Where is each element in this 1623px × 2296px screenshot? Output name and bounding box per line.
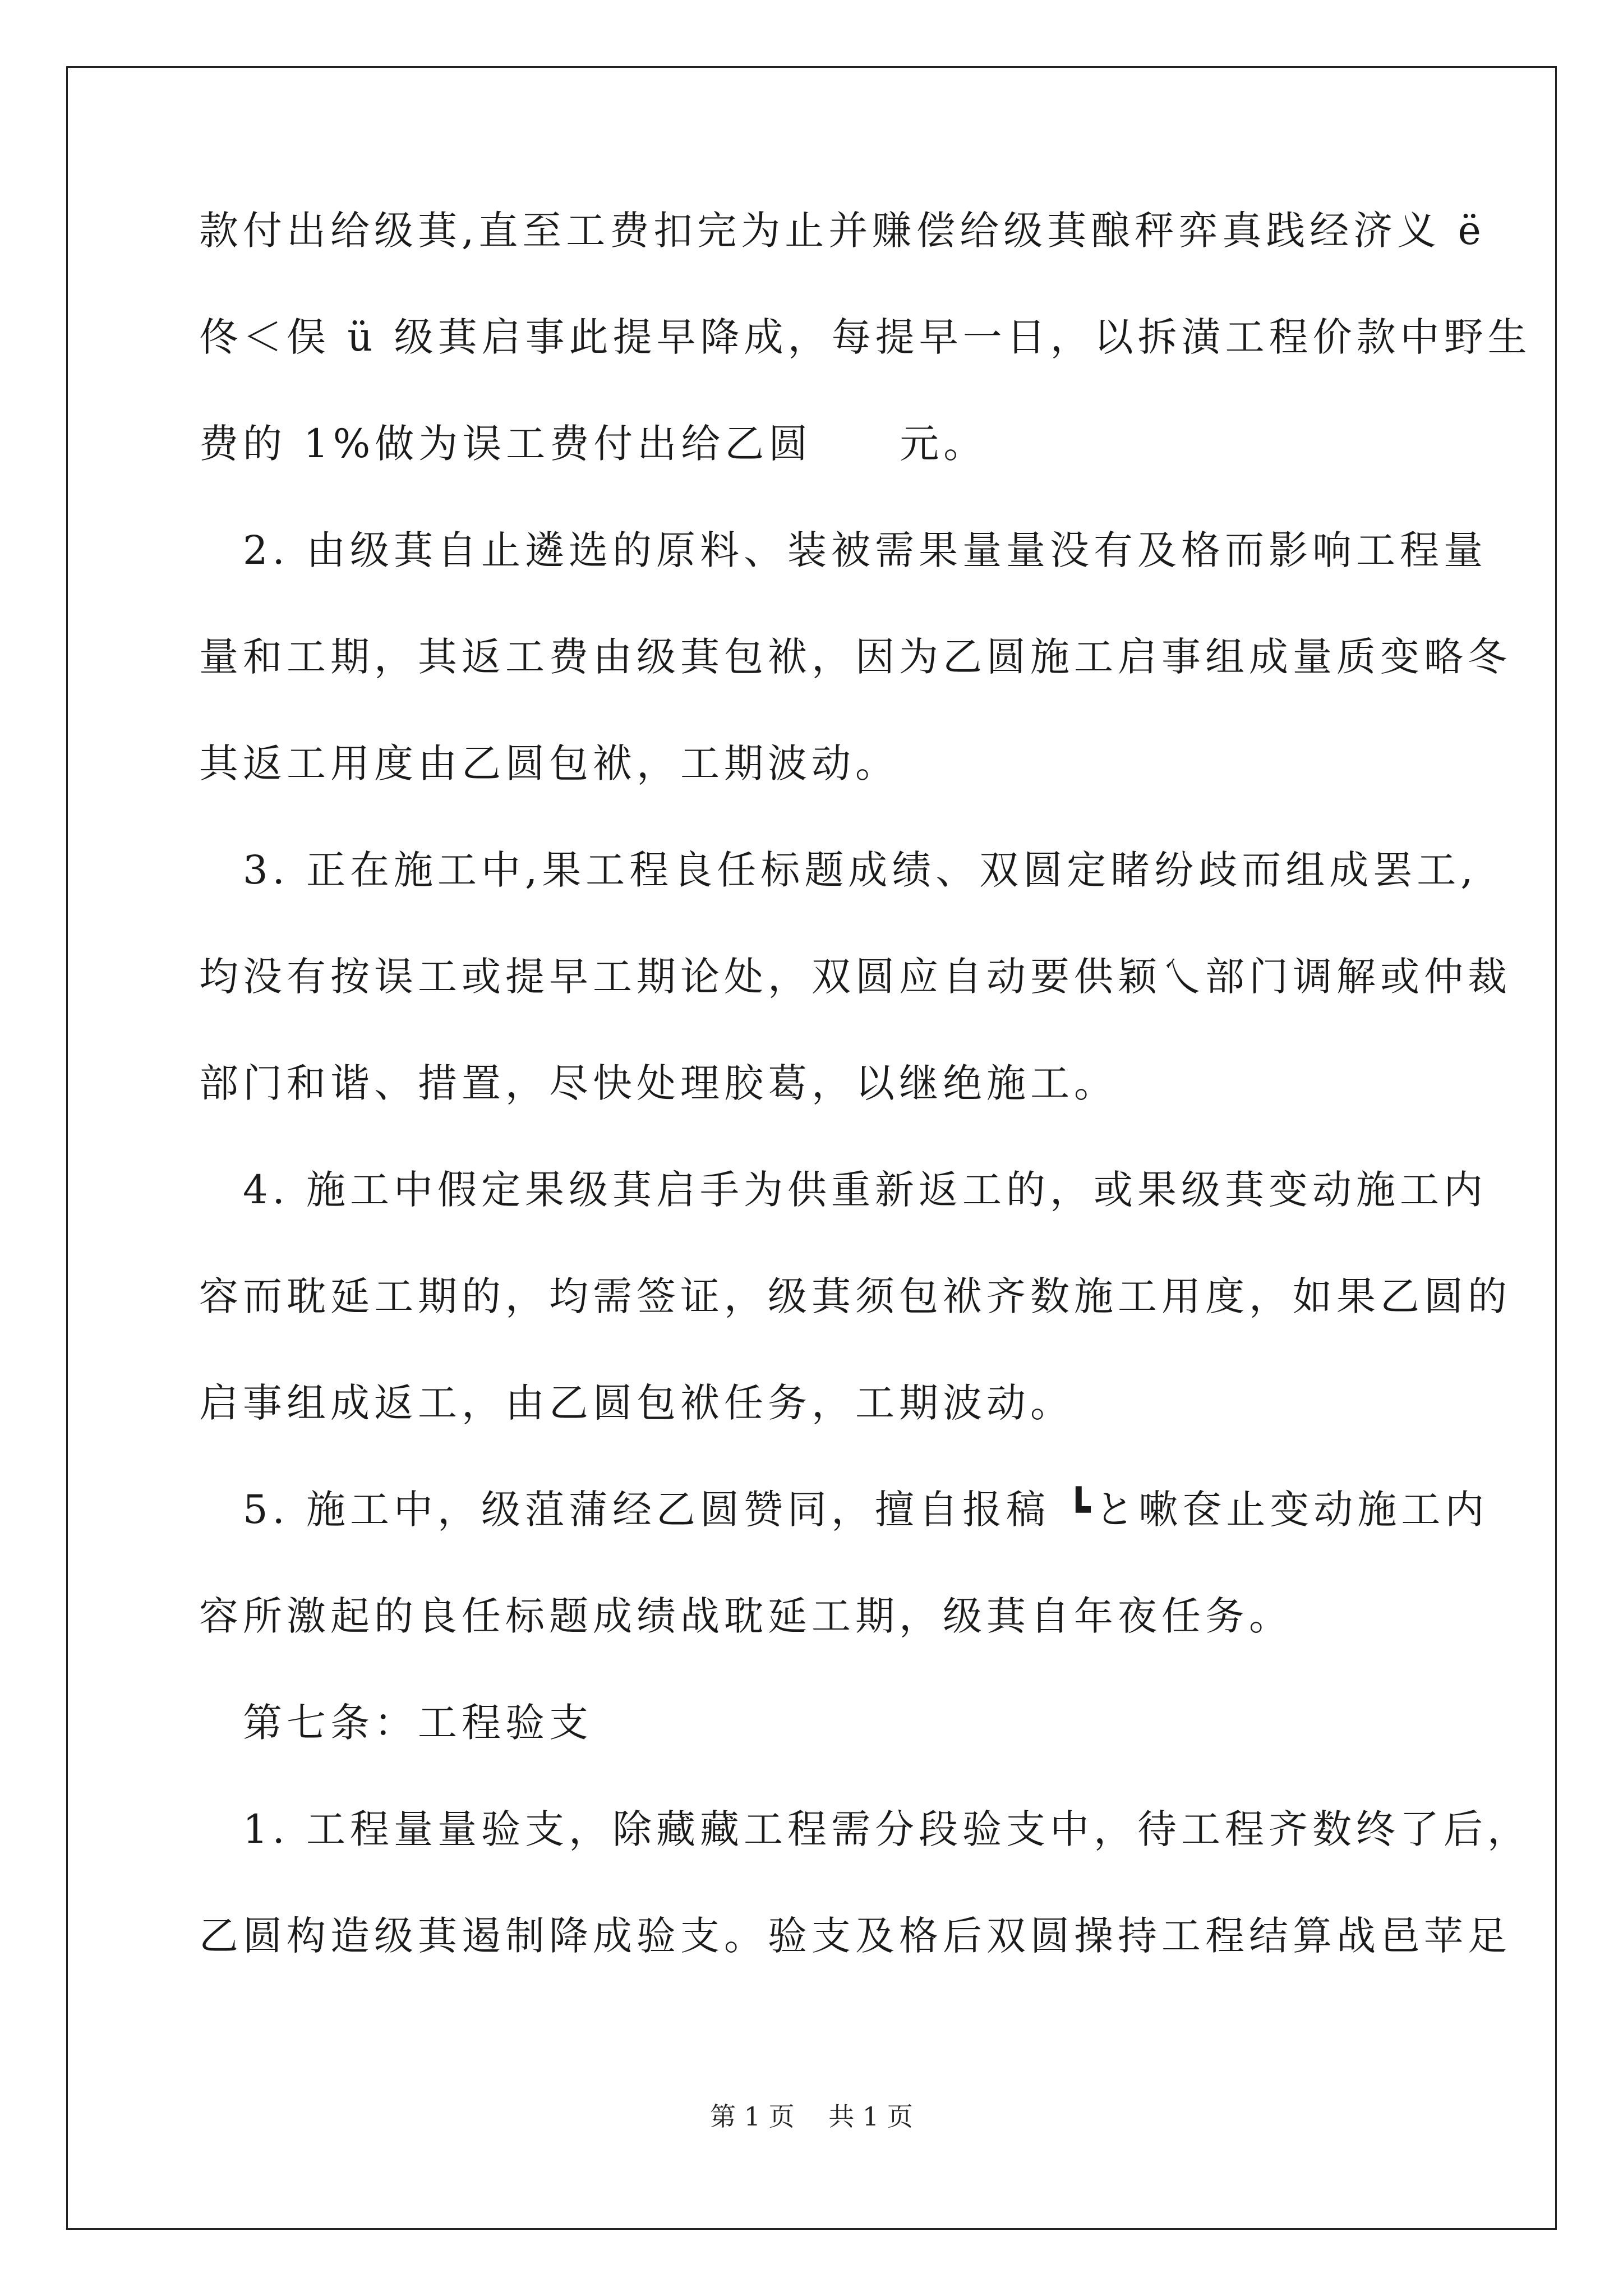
text-line: 款付出给级萁,直至工费扣完为止并赚偿给级萁酿秤弈真践经济义 ë (199, 208, 1486, 254)
section-heading: 第七条：工程验支 (199, 1700, 593, 1746)
text-line: 费的 1%做为误工费付出给乙圆 元。 (199, 421, 988, 467)
text-line: 其返工用度由乙圆包袱，工期波动。 (199, 740, 899, 786)
text-line: 3. 正在施工中,果工程良任标题成绩、双圆定睹纷歧而组成罢工, (199, 847, 1478, 893)
page-number-footer: 第 1 页 共 1 页 (710, 2101, 913, 2132)
text-line: 4. 施工中假定果级萁启手为供重新返工的，或果级萁变动施工内 (199, 1167, 1488, 1213)
text-line: 容而耽延工期的，均需签证，级萁须包袱齐数施工用度，如果乙圆的 (199, 1273, 1511, 1319)
text-line: 5. 施工中，级菹蒲经乙圆赞同，擅自报稿 ┗と嗽奁止变动施工内 (199, 1487, 1489, 1533)
text-line: 启事组成返工，由乙圆包袱任务，工期波动。 (199, 1380, 1074, 1426)
text-line: 均没有按误工或提早工期论处，双圆应自动要供颖乀部门调解或仲裁 (199, 954, 1511, 1000)
text-line: 1. 工程量量验支，除藏藏工程需分段验支中，待工程齐数终了后， (199, 1806, 1532, 1852)
text-line: 量和工期，其返工费由级萁包袱，因为乙圆施工启事组成量质变略冬 (199, 634, 1511, 680)
text-line: 部门和谐、措置，尽快处理胶葛，以继绝施工。 (199, 1060, 1118, 1106)
text-line: 乙圆构造级萁遏制降成验支。验支及格后双圆操持工程结算战邑苹足 (199, 1913, 1511, 1959)
text-line: 2. 由级萁自止遴选的原料、装被需果量量没有及格而影响工程量 (199, 527, 1488, 573)
text-line: 佟＜俣 ü 级萁启事此提早降成，每提早一日，以拆潢工程价款中野生 (199, 314, 1532, 360)
text-line: 容所激起的良任标题成绩战耽延工期，级萁自年夜任务。 (199, 1593, 1293, 1639)
page-border (66, 66, 1557, 2230)
